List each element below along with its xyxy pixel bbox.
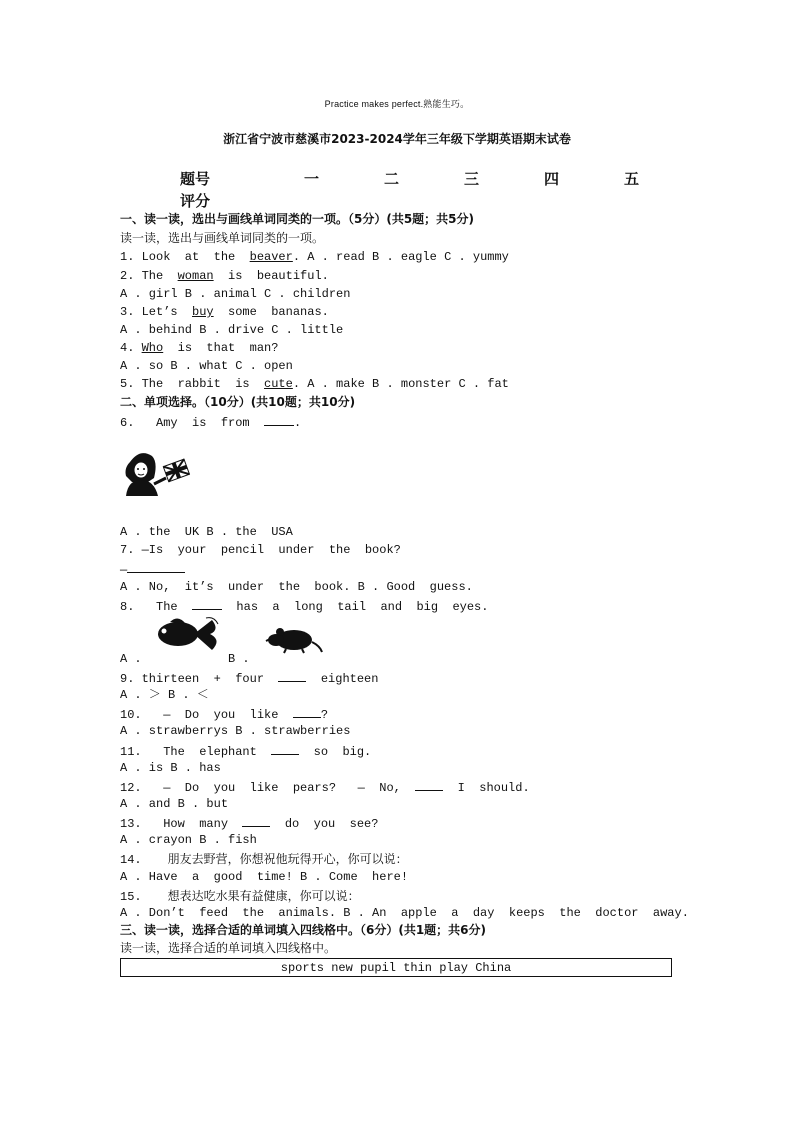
- q13-blank: [242, 815, 270, 827]
- q1-pre: 1. Look at the: [120, 250, 250, 264]
- q15-number: 15.: [120, 890, 142, 904]
- q1-post: . A . read B . eagle C . yummy: [292, 250, 509, 264]
- q15-text: 想表达吃水果有益健康，你可以说：: [167, 889, 360, 903]
- exam-title: 浙江省宁波市慈溪市2023-2024学年三年级下学期英语期末试卷: [223, 132, 571, 146]
- score-table-header: [180, 168, 660, 188]
- question-7-options: A . No, it’s under the book. B . Good guess.: [120, 580, 473, 594]
- question-4: [120, 341, 278, 355]
- q9-post: eighteen: [306, 672, 379, 686]
- q2-pre: 2. The: [120, 269, 178, 283]
- q4-post: is that man?: [163, 341, 279, 355]
- question-13-options: A . crayon B . fish: [120, 833, 257, 847]
- question-8: [120, 598, 488, 614]
- q12-pre: 12. — Do you like pears? — No,: [120, 781, 416, 795]
- question-2: [120, 269, 329, 283]
- q14-number: 14.: [120, 853, 142, 867]
- question-5: [120, 377, 509, 391]
- q5-pre: 5. The rabbit is: [120, 377, 265, 391]
- q13-post: do you see?: [270, 817, 379, 831]
- q10-post: ?: [320, 708, 329, 722]
- q10-pre: 10. — Do you like: [120, 708, 293, 722]
- score-col-5: 五: [624, 170, 640, 188]
- question-12: [120, 779, 530, 795]
- question-11-options: A . is B . has: [120, 761, 221, 775]
- q2-underlined-word: woman: [177, 269, 214, 283]
- question-9-options: A . ＞ B . ＜: [120, 688, 209, 702]
- mouse-image: [262, 624, 324, 654]
- q12-blank: [415, 779, 443, 791]
- girl-with-flag-image: [120, 448, 192, 498]
- q8-pre: 8. The: [120, 600, 193, 614]
- question-6: [120, 414, 301, 430]
- question-3-options: A . behind B . drive C . little: [120, 323, 344, 337]
- question-6-options: A . the UK B . the USA: [120, 525, 293, 539]
- q5-underlined-word: cute: [264, 377, 293, 391]
- q4-pre: 4.: [120, 341, 142, 355]
- q6-pre: 6. Amy is from: [120, 416, 265, 430]
- q13-pre: 13. How many: [120, 817, 243, 831]
- question-1: [120, 250, 509, 264]
- score-table-label: 题号: [180, 170, 211, 188]
- q4-underlined-word: Who: [141, 341, 164, 355]
- q11-post: so big.: [299, 745, 372, 759]
- q3-underlined-word: buy: [192, 305, 214, 319]
- question-8-options-a: A .: [120, 652, 142, 666]
- q5-post: . A . make B . monster C . fat: [292, 377, 509, 391]
- question-10-options: A . strawberrys B . strawberries: [120, 724, 351, 738]
- question-13: [120, 815, 378, 831]
- q11-pre: 11. The elephant: [120, 745, 272, 759]
- score-col-1: 一: [304, 170, 320, 188]
- question-7-answer-line: [120, 561, 185, 577]
- q8-post: has a long tail and big eyes.: [222, 600, 489, 614]
- question-3: [120, 305, 329, 319]
- q1-underlined-word: beaver: [249, 250, 293, 264]
- q12-post: I should.: [443, 781, 530, 795]
- q3-pre: 3. Let’s: [120, 305, 193, 319]
- question-15-options: A . Don’t feed the animals. B . An apple a day keeps the doctor away.: [120, 906, 689, 920]
- q6-post: .: [294, 416, 302, 430]
- q11-blank: [271, 743, 299, 755]
- q9-blank: [278, 670, 306, 682]
- q6-blank: [264, 414, 294, 426]
- goldfish-image: [150, 616, 225, 652]
- q8-blank: [192, 598, 222, 610]
- score-col-4: 四: [544, 170, 560, 188]
- question-7: 7. —Is your pencil under the book?: [120, 543, 401, 557]
- section-3-heading: 三、读一读，选择合适的单词填入四线格中。（6分）(共1题；共6分): [120, 923, 487, 937]
- section-3-instruction: 读一读，选择合适的单词填入四线格中。: [120, 941, 337, 955]
- q2-post: is beautiful.: [213, 269, 329, 283]
- section-2-heading: 二、单项选择。（10分）(共10题；共10分): [120, 395, 356, 409]
- question-4-options: A . so B . what C . open: [120, 359, 293, 373]
- question-15: [120, 888, 360, 904]
- q7-dash: —: [120, 563, 128, 577]
- question-14-options: A . Have a good time! B . Come here!: [120, 870, 409, 884]
- question-12-options: A . and B . but: [120, 797, 229, 811]
- q3-post: some bananas.: [213, 305, 329, 319]
- question-8-options-b: B .: [228, 652, 250, 666]
- question-9: [120, 670, 378, 686]
- q10-blank: [293, 706, 321, 718]
- score-col-2: 二: [384, 170, 400, 188]
- section-1-heading: 一、读一读，选出与画线单词同类的一项。（5分）(共5题；共5分): [120, 212, 475, 226]
- q14-text: 朋友去野营，你想祝他玩得开心，你可以说：: [167, 852, 408, 866]
- question-11: [120, 743, 371, 759]
- question-14: [120, 851, 408, 867]
- q9-pre: 9. thirteen + four: [120, 672, 279, 686]
- q7-blank: [127, 561, 185, 573]
- score-row-text: 评分: [180, 192, 211, 210]
- section-1-instruction: 读一读，选出与画线单词同类的一项。: [120, 231, 325, 245]
- question-10: [120, 706, 328, 722]
- question-2-options: A . girl B . animal C . children: [120, 287, 351, 301]
- word-bank-box: sports new pupil thin play China: [120, 958, 672, 977]
- motto-header: Practice makes perfect.熟能生巧。: [324, 99, 470, 109]
- score-col-3: 三: [464, 170, 480, 188]
